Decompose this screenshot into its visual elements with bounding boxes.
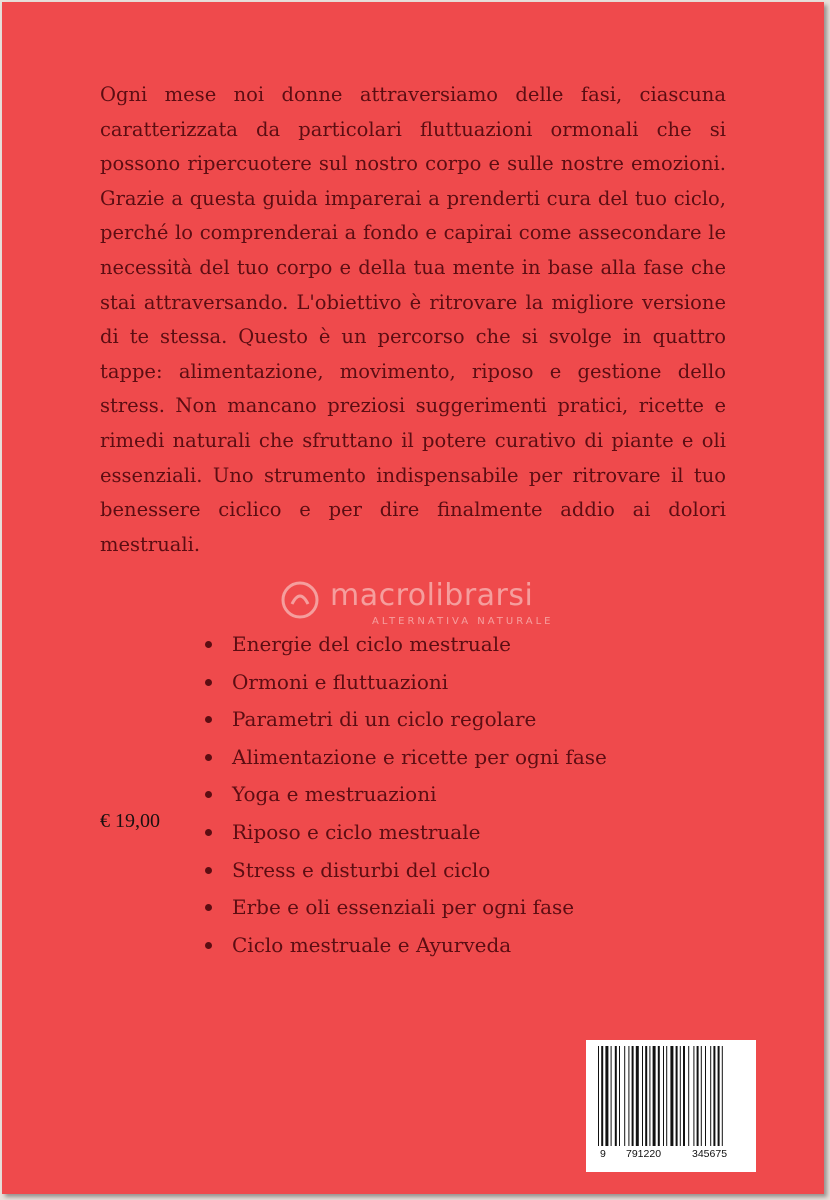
topic-item <box>202 814 607 852</box>
book-description: Ogni mese noi donne attraversiamo delle fasi, ciascuna caratterizzata da particolari fluttuazioni ormonali che si possono ripercuotere sul nostro corpo e sulle nostre emozioni. Grazie a questa guida imparerai a prenderti cura del tuo ciclo, perché lo comprenderai a fondo e capirai come assecondare le necessità del tuo corpo e della tua mente in base alla fase che stai attraversando. L'obiettivo è ritrovare la migliore versione di te stessa. Questo è un percorso che si svolge in quattro tappe: alimentazione, movimento, riposo e gestione dello stress. Non mancano preziosi suggerimenti pratici, ricette e rimedi naturali che sfruttano il potere curativo di piante e oli essenziali. Uno strumento indispensabile per ritrovare il tuo benessere ciclico e per dire finalmente addio ai dolori mestruali. <box>100 83 726 556</box>
watermark <box>280 578 580 638</box>
topic-item <box>202 889 607 927</box>
bullet-icon <box>205 791 212 798</box>
price-label: € 19,00 <box>100 810 160 832</box>
topic-item <box>202 776 607 814</box>
bullet-icon <box>205 829 212 836</box>
bullet-icon <box>205 942 212 949</box>
barcode-left-digits: 791220 <box>626 1148 662 1160</box>
topic-label: Parametri di un ciclo regolare <box>232 707 537 732</box>
topic-item <box>202 664 607 702</box>
topic-label: Ciclo mestruale e Ayurveda <box>232 932 512 957</box>
topic-item <box>202 852 607 890</box>
topic-item <box>202 927 607 965</box>
topic-label: Ormoni e fluttuazioni <box>232 669 449 694</box>
bullet-icon <box>205 679 212 686</box>
bullet-icon <box>205 754 212 761</box>
barcode-first-digit: 9 <box>600 1148 606 1160</box>
watermark-name: macrolibrarsi <box>330 578 534 613</box>
topic-item <box>202 701 607 739</box>
topic-label: Energie del ciclo mestruale <box>232 632 511 656</box>
barcode-bars <box>594 1046 750 1148</box>
bullet-icon <box>205 716 212 723</box>
topic-item <box>202 739 607 777</box>
bullet-icon <box>205 867 212 874</box>
barcode-right-digits: 345675 <box>692 1148 728 1160</box>
bullet-icon <box>205 641 212 648</box>
topic-label: Erbe e oli essenziali per ogni fase <box>232 895 575 920</box>
topic-label: Alimentazione e ricette per ogni fase <box>232 744 607 769</box>
watermark-logo-icon <box>280 580 320 620</box>
bullet-icon <box>205 904 212 911</box>
topic-label: Stress e disturbi del ciclo <box>232 857 491 882</box>
watermark-tagline: ALTERNATIVA NATURALE <box>372 616 554 627</box>
back-cover <box>2 2 824 1194</box>
topic-label: Yoga e mestruazioni <box>232 782 437 807</box>
topic-label: Riposo e ciclo mestruale <box>232 819 481 844</box>
isbn-barcode <box>586 1040 756 1172</box>
topics-list <box>202 626 607 964</box>
